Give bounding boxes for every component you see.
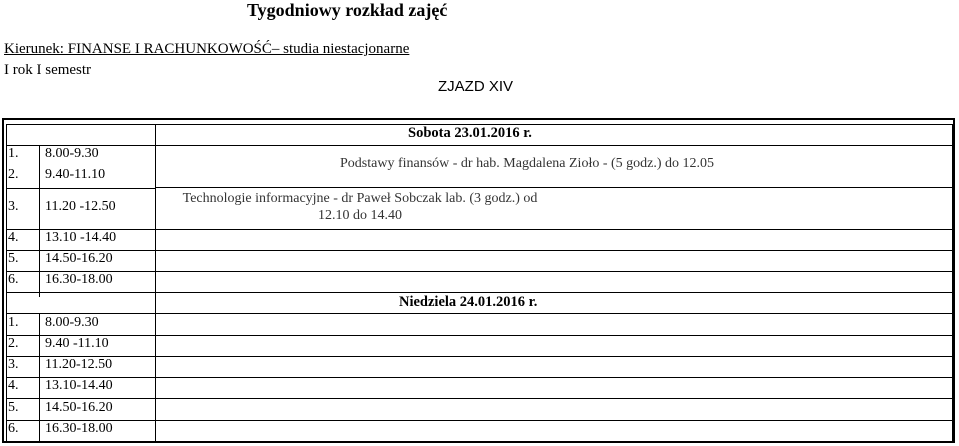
slot-time: 8.00-9.30 — [45, 146, 99, 161]
slot-time: 9.40 -11.10 — [45, 336, 109, 351]
page-title: Tygodniowy rozkład zajęć — [247, 0, 448, 20]
slot-number: 6. — [8, 272, 19, 287]
row-line — [6, 313, 156, 314]
row-line — [155, 398, 953, 399]
slot-number: 1. — [8, 315, 19, 330]
saturday-slot — [0, 167, 156, 188]
slot-time: 9.40-11.10 — [45, 167, 106, 182]
slot-number: 5. — [8, 251, 19, 266]
slot-time: 13.10 -14.40 — [45, 230, 117, 245]
row-line — [155, 145, 953, 146]
sunday-label: Niedziela 24.01.2016 r. — [399, 294, 538, 310]
slot-number: 3. — [8, 199, 19, 214]
slot-time: 16.30-18.00 — [45, 421, 113, 436]
saturday-slot — [0, 230, 156, 251]
year-semester-label: I rok I semestr — [4, 62, 92, 78]
slot-number: 4. — [8, 378, 19, 393]
sunday-slot — [0, 400, 156, 421]
saturday-slot — [0, 199, 156, 220]
slot-number: 6. — [8, 421, 19, 436]
slot-number: 2. — [8, 336, 19, 351]
saturday-slot — [0, 272, 156, 293]
kierunek-label: Kierunek: FINANSE I RACHUNKOWOŚĆ– studia niestacjonarne — [4, 41, 410, 57]
row-line — [155, 420, 953, 421]
slot-number: 5. — [8, 400, 19, 415]
class-podstawy-finansow: Podstawy finansów - dr hab. Magdalena Zioło - (5 godz.) do 12.05 — [340, 156, 715, 171]
slot-time: 11.20 -12.50 — [45, 199, 116, 214]
sunday-slot — [0, 378, 156, 399]
row-line — [155, 377, 953, 378]
row-line — [155, 292, 953, 293]
slot-number: 1. — [8, 146, 19, 161]
zjazd-label: ZJAZD XIV — [438, 78, 514, 95]
slot-number: 3. — [8, 357, 19, 372]
sunday-slot — [0, 315, 156, 336]
sunday-slot — [0, 421, 156, 442]
row-line — [6, 188, 156, 189]
saturday-slot — [0, 251, 156, 272]
slot-time: 16.30-18.00 — [45, 272, 113, 287]
row-line — [155, 271, 953, 272]
row-line — [155, 335, 953, 336]
saturday-slot — [0, 146, 156, 167]
sunday-slot — [0, 357, 156, 378]
class-technologie-informacyjne: Technologie informacyjne - dr Paweł Sobczak lab. (3 godz.) od 12.10 do 14.40 — [182, 191, 538, 223]
slot-number: 2. — [8, 167, 19, 182]
row-line — [155, 187, 953, 188]
slot-time: 11.20-12.50 — [45, 357, 113, 372]
row-line — [155, 250, 953, 251]
row-line — [155, 313, 953, 314]
sunday-slot — [0, 336, 156, 357]
slot-number: 4. — [8, 230, 19, 245]
row-line — [155, 356, 953, 357]
slot-time: 14.50-16.20 — [45, 251, 113, 266]
slot-time: 8.00-9.30 — [45, 315, 99, 330]
slot-time: 14.50-16.20 — [45, 400, 113, 415]
slot-time: 13.10-14.40 — [45, 378, 113, 393]
row-line — [155, 229, 953, 230]
saturday-label: Sobota 23.01.2016 r. — [408, 125, 532, 141]
